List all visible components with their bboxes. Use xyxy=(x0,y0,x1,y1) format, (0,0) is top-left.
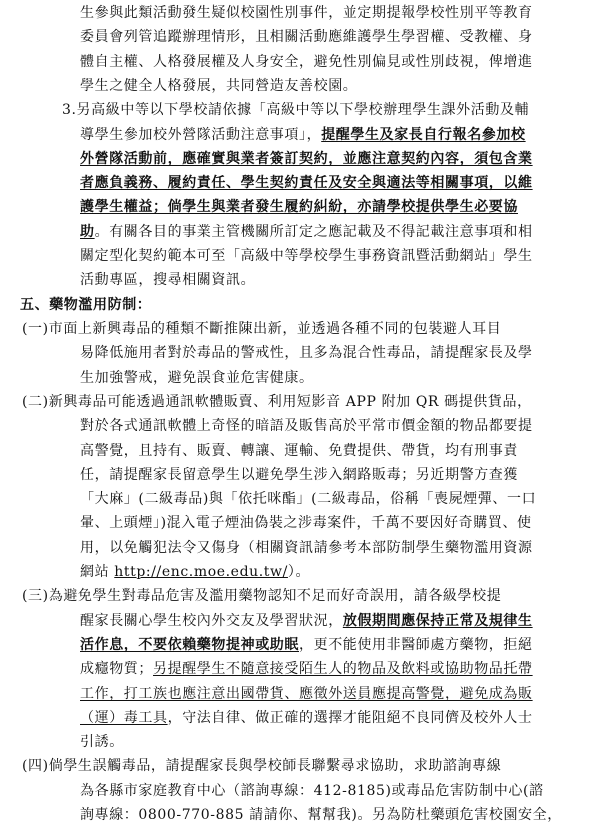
text-line: 高警覺，且持有、販賣、轉讓、運輸、免費提供、帶貨，均有刑事責 xyxy=(80,442,518,459)
text-span: 引誘。 xyxy=(80,734,124,751)
emphasis-line: 護學生權益；倘學生與業者發生履約糾紛，亦請學校提供學生必要協 xyxy=(80,199,518,216)
text-line: 生參與此類活動發生疑似校園性別事件，並定期提報學校性別平等教育 xyxy=(80,5,533,21)
text-line: 生加強警戒，避免誤食並危害健康。 xyxy=(80,369,314,386)
underlined-line: 工作，打工族也應注意出國帶貨、應徵外送員應提高警覺，避免成為販 xyxy=(80,685,533,702)
text-line: 任，請提醒家長留意學生以避免學生涉入網路販毒；另近期警方查獲 xyxy=(80,466,518,483)
text-span: (四)倘學生誤觸毒品，請提醒家長與學校師長聯繫尋求協助，求助諮詢專線 xyxy=(22,758,502,775)
text-line: 關定型化契約範本可至「高級中等學校學生事務資訊暨活動網站」學生 xyxy=(80,248,533,264)
list-item-3: 3.另高級中等以下學校請依據「高級中等以下學校辦理學生課外活動及輔 xyxy=(62,102,530,119)
emphasis-text: 活作息，不要依賴藥物提神或助眠 xyxy=(80,636,299,653)
text-line: 學生之健全人格發展，共同營造友善校園。 xyxy=(80,77,358,94)
text-line: 體自主權、人格發展權及人身安全，避免性別偏見或性別歧視，俾增進 xyxy=(80,53,533,70)
emphasis-line: 外營隊活動前，應確實與業者簽訂契約，並應注意契約內容，須包含業 xyxy=(80,150,533,167)
emphasis-line: 者應負義務、履約責任、學生契約責任及安全與適法等相關事項，以維 xyxy=(80,175,533,192)
emphasis-text: 提醒學生及家長自行報名參加校 xyxy=(321,126,526,143)
text-line: 易降低施用者對於毒品的警戒性，且多為混合性毒品，請提醒家長及學 xyxy=(80,345,533,362)
text-line: 導學生參加校外營隊活動注意事項」，提醒學生及家長自行報名參加校 xyxy=(80,126,526,143)
emphasis-text: 助 xyxy=(80,223,95,240)
text-line: 活動專區，搜尋相關資訊。 xyxy=(80,272,256,289)
underlined-text: （運）毒工具 xyxy=(80,709,168,726)
text-line: 用，以免觸犯法令又傷身（相關資訊請參考本部防制學生藥物濫用資源 xyxy=(80,539,533,556)
list-item-1: (一)市面上新興毒品的種類不斷推陳出新，並透過各種不同的包裝避人耳目 xyxy=(22,320,502,337)
emphasis-text: 放假期間應保持正常及規律生 xyxy=(342,612,533,629)
resource-link[interactable]: http://enc.moe.edu.tw/ xyxy=(114,564,288,580)
text-line: 「大麻」(二級毒品)與「依托咪酯」(二級毒品，俗稱「喪屍煙彈、一口 xyxy=(80,491,537,508)
text-line: 助。有關各目的事業主管機關所訂定之應記載及不得記載注意事項和相 xyxy=(80,223,533,240)
text-line: 網站 http://enc.moe.edu.tw/）。 xyxy=(80,564,311,580)
text-line xyxy=(80,782,544,800)
list-item-3-paren: (三)為避免學生對毒品危害及濫用藥物認知不足而好奇誤用，請各級學校提 xyxy=(22,588,502,605)
text-line xyxy=(80,709,533,727)
text-span: ，守法自律、做正確的選擇才能阻絕不良同儕及校外人士 xyxy=(167,709,533,726)
text-line: 活作息，不要依賴藥物提神或助眠，更不能使用非醫師處方藥物，拒絕 xyxy=(80,636,533,653)
text-line: 委員會列管追蹤辦理情形，且相關活動應維護學生學習權、受教權、身 xyxy=(80,29,533,46)
section-heading: 五、藥物濫用防制： xyxy=(20,296,152,313)
text-span: 詢專線：0800-770-885 請請你、幫幫我)。另為防杜藥頭危害校園安全， xyxy=(80,807,562,823)
text-line: 對於各式通訊軟體上奇怪的暗語及販售高於平常市價金額的物品都要提 xyxy=(80,418,533,435)
text-line xyxy=(80,806,562,824)
text-span: 為各縣市家庭教育中心（諮詢專線：412-8185)或毒品危害防制中心(諮 xyxy=(80,782,544,799)
text-line: 暈、上頭煙」)混入電子煙油偽裝之涉毒案件，千萬不要因好奇購買、使 xyxy=(80,515,532,532)
text-line: 醒家長關心學生校內外交友及學習狀況，放假期間應保持正常及規律生 xyxy=(80,612,533,629)
list-item-4 xyxy=(22,757,501,775)
underlined-text: 另提醒學生不隨意接受陌生人的物品及飲料或協助物品托帶 xyxy=(153,661,533,678)
list-item-2: (二)新興毒品可能透過通訊軟體販賣、利用短影音 APP 附加 QR 碼提供貨品， xyxy=(22,393,532,410)
text-line xyxy=(80,733,124,751)
text-line: 成癮物質；另提醒學生不隨意接受陌生人的物品及飲料或協助物品托帶 xyxy=(80,661,533,678)
